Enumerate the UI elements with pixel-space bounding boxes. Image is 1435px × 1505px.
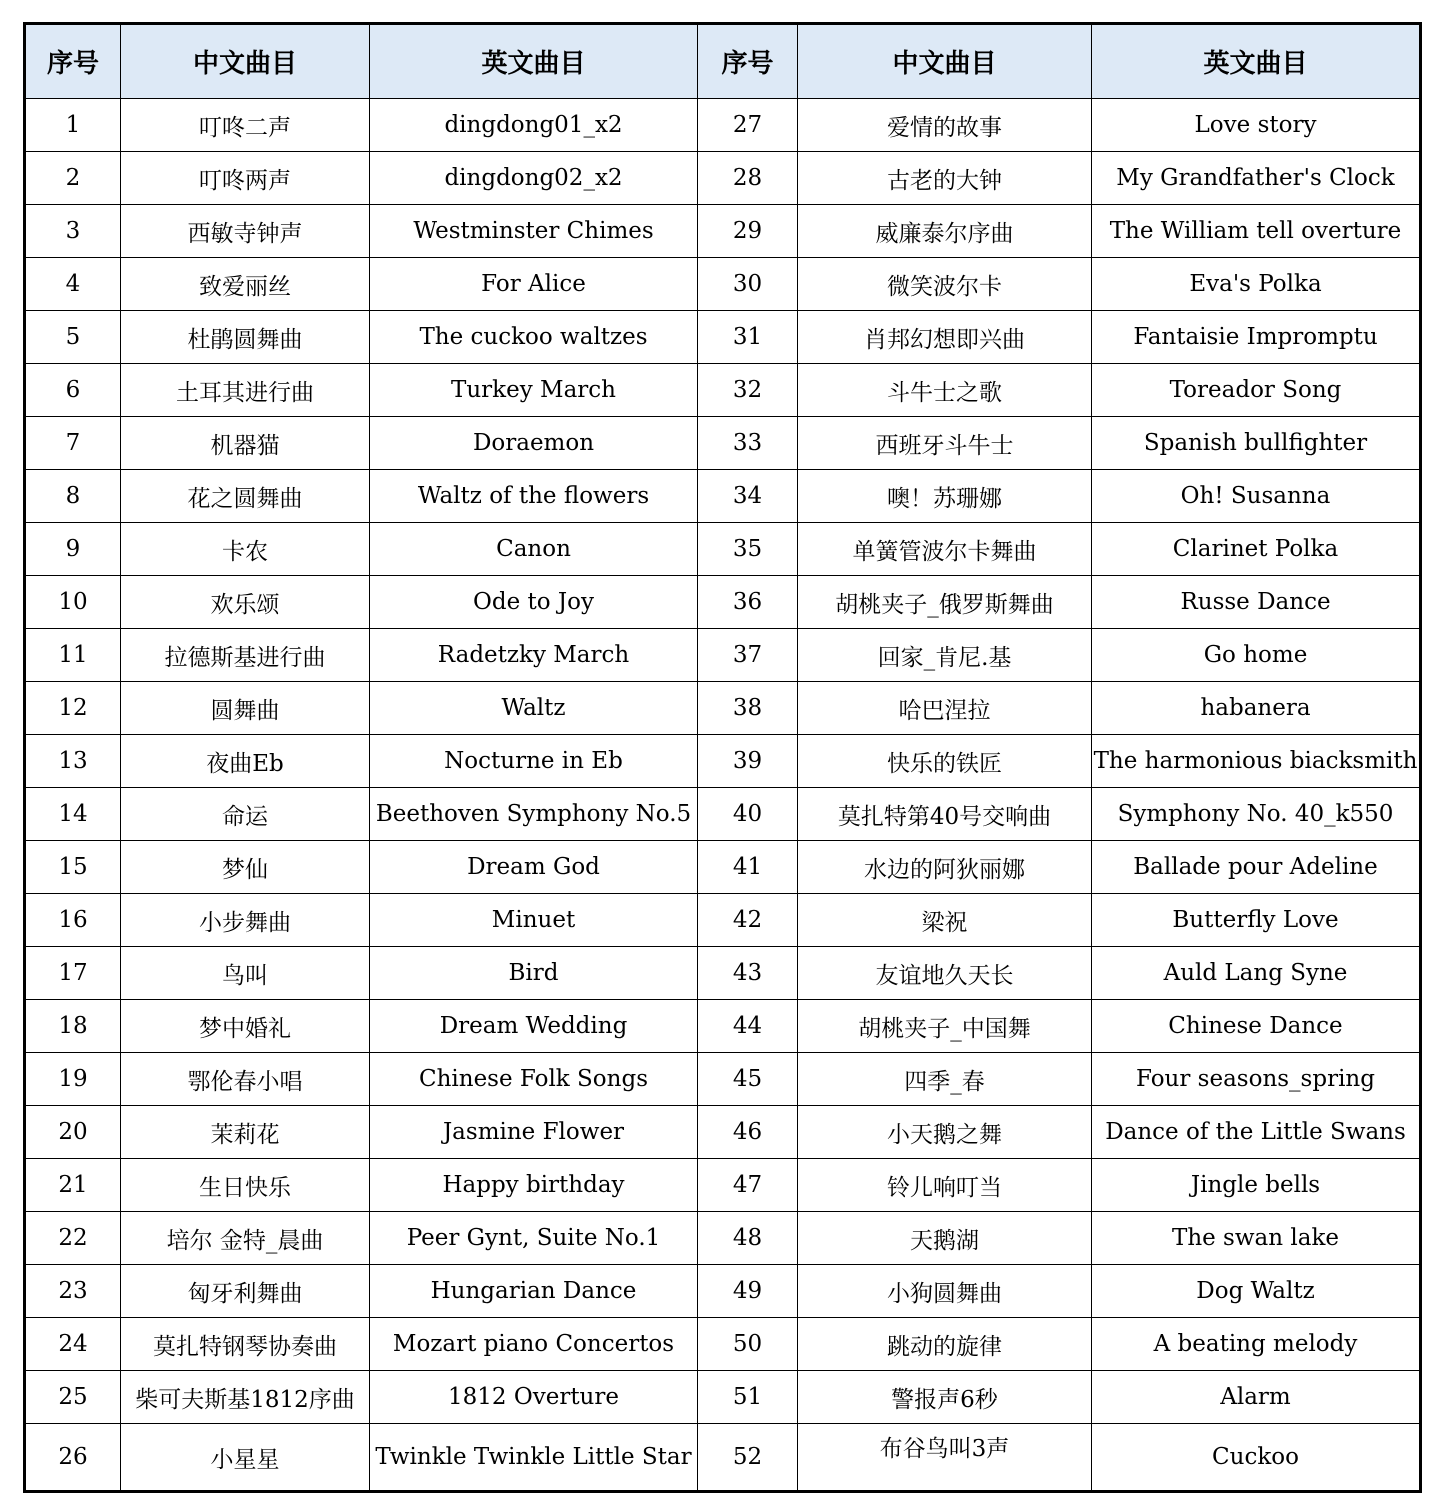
number-cell: 45: [698, 1053, 798, 1106]
number-cell: 51: [698, 1371, 798, 1424]
english-title-cell: Toreador Song: [1092, 364, 1421, 417]
english-title-cell: Clarinet Polka: [1092, 523, 1421, 576]
chinese-title-cell: 生日快乐: [121, 1159, 370, 1212]
number-cell: 5: [25, 311, 121, 364]
number-cell: 38: [698, 682, 798, 735]
chinese-title-cell: 培尔 金特_晨曲: [121, 1212, 370, 1265]
header-row: [25, 24, 1421, 99]
english-title-cell: Jingle bells: [1092, 1159, 1421, 1212]
english-title-cell: Nocturne in Eb: [370, 735, 698, 788]
number-cell: 30: [698, 258, 798, 311]
chinese-title-cell: 卡农: [121, 523, 370, 576]
number-cell: 48: [698, 1212, 798, 1265]
chinese-title-cell: 水边的阿狄丽娜: [798, 841, 1092, 894]
number-cell: 41: [698, 841, 798, 894]
english-title-cell: Beethoven Symphony No.5: [370, 788, 698, 841]
english-title-cell: Dog Waltz: [1092, 1265, 1421, 1318]
english-title-cell: Hungarian Dance: [370, 1265, 698, 1318]
chinese-title-cell: 天鹅湖: [798, 1212, 1092, 1265]
english-title-cell: Jasmine Flower: [370, 1106, 698, 1159]
english-title-cell: Ode to Joy: [370, 576, 698, 629]
english-title-cell: The cuckoo waltzes: [370, 311, 698, 364]
number-cell: 27: [698, 99, 798, 152]
table-row: [25, 1212, 1421, 1265]
chinese-title-cell: 叮咚二声: [121, 99, 370, 152]
english-title-cell: Butterfly Love: [1092, 894, 1421, 947]
number-cell: 49: [698, 1265, 798, 1318]
number-cell: 8: [25, 470, 121, 523]
english-title-cell: habanera: [1092, 682, 1421, 735]
english-title-cell: Ballade pour Adeline: [1092, 841, 1421, 894]
number-cell: 9: [25, 523, 121, 576]
header-number-right: 序号: [698, 24, 798, 99]
chinese-title-cell: 柴可夫斯基1812序曲: [121, 1371, 370, 1424]
chinese-title-cell: 莫扎特第40号交响曲: [798, 788, 1092, 841]
chinese-title-cell: 梦仙: [121, 841, 370, 894]
chinese-title-cell: 致爱丽丝: [121, 258, 370, 311]
table-row: [25, 1318, 1421, 1371]
number-cell: 28: [698, 152, 798, 205]
number-cell: 6: [25, 364, 121, 417]
chinese-title-cell: 夜曲Eb: [121, 735, 370, 788]
number-cell: 22: [25, 1212, 121, 1265]
english-title-cell: Peer Gynt, Suite No.1: [370, 1212, 698, 1265]
header-english-title-left: 英文曲目: [370, 24, 698, 99]
number-cell: 16: [25, 894, 121, 947]
header-chinese-title-right: 中文曲目: [798, 24, 1092, 99]
chinese-title-cell: 土耳其进行曲: [121, 364, 370, 417]
chinese-title-cell: 回家_肯尼.基: [798, 629, 1092, 682]
number-cell: 21: [25, 1159, 121, 1212]
number-cell: 37: [698, 629, 798, 682]
english-title-cell: Canon: [370, 523, 698, 576]
chinese-title-cell: 胡桃夹子_俄罗斯舞曲: [798, 576, 1092, 629]
number-cell: 52: [698, 1424, 798, 1492]
english-title-cell: Dream Wedding: [370, 1000, 698, 1053]
chinese-title-cell: 匈牙利舞曲: [121, 1265, 370, 1318]
header-chinese-title-left: 中文曲目: [121, 24, 370, 99]
table-row: [25, 152, 1421, 205]
english-title-cell: Fantaisie Impromptu: [1092, 311, 1421, 364]
header-number-left: 序号: [25, 24, 121, 99]
number-cell: 15: [25, 841, 121, 894]
number-cell: 12: [25, 682, 121, 735]
english-title-cell: Minuet: [370, 894, 698, 947]
chinese-title-cell: 西敏寺钟声: [121, 205, 370, 258]
chinese-title-cell: 叮咚两声: [121, 152, 370, 205]
english-title-cell: Love story: [1092, 99, 1421, 152]
table-row: [25, 205, 1421, 258]
english-title-cell: Doraemon: [370, 417, 698, 470]
number-cell: 43: [698, 947, 798, 1000]
chinese-title-cell: 梦中婚礼: [121, 1000, 370, 1053]
english-title-cell: Radetzky March: [370, 629, 698, 682]
english-title-cell: Bird: [370, 947, 698, 1000]
table-body: [25, 99, 1421, 1492]
table-row: [25, 99, 1421, 152]
table-row: [25, 1159, 1421, 1212]
number-cell: 17: [25, 947, 121, 1000]
table-row: [25, 470, 1421, 523]
number-cell: 42: [698, 894, 798, 947]
english-title-cell: Auld Lang Syne: [1092, 947, 1421, 1000]
chinese-title-cell: 梁祝: [798, 894, 1092, 947]
english-title-cell: Russe Dance: [1092, 576, 1421, 629]
table-row: [25, 364, 1421, 417]
english-title-cell: Chinese Folk Songs: [370, 1053, 698, 1106]
table-row: [25, 1265, 1421, 1318]
chinese-title-cell: 哈巴涅拉: [798, 682, 1092, 735]
number-cell: 46: [698, 1106, 798, 1159]
table-row: [25, 523, 1421, 576]
number-cell: 25: [25, 1371, 121, 1424]
number-cell: 19: [25, 1053, 121, 1106]
chinese-title-cell: 机器猫: [121, 417, 370, 470]
english-title-cell: Symphony No. 40_k550: [1092, 788, 1421, 841]
table-row: [25, 1053, 1421, 1106]
english-title-cell: Go home: [1092, 629, 1421, 682]
english-title-cell: Dream God: [370, 841, 698, 894]
table-row: [25, 576, 1421, 629]
english-title-cell: Twinkle Twinkle Little Star: [370, 1424, 698, 1492]
number-cell: 31: [698, 311, 798, 364]
table-row: [25, 894, 1421, 947]
chinese-title-cell: 斗牛士之歌: [798, 364, 1092, 417]
chinese-title-cell: 布谷鸟叫3声: [798, 1424, 1092, 1492]
chinese-title-cell: 拉德斯基进行曲: [121, 629, 370, 682]
number-cell: 39: [698, 735, 798, 788]
english-title-cell: Alarm: [1092, 1371, 1421, 1424]
chinese-title-cell: 小狗圆舞曲: [798, 1265, 1092, 1318]
number-cell: 35: [698, 523, 798, 576]
number-cell: 29: [698, 205, 798, 258]
chinese-title-cell: 茉莉花: [121, 1106, 370, 1159]
english-title-cell: Eva's Polka: [1092, 258, 1421, 311]
number-cell: 50: [698, 1318, 798, 1371]
english-title-cell: The swan lake: [1092, 1212, 1421, 1265]
chinese-title-cell: 跳动的旋律: [798, 1318, 1092, 1371]
chinese-title-cell: 友谊地久天长: [798, 947, 1092, 1000]
song-list-table: [23, 22, 1422, 1493]
english-title-cell: Waltz of the flowers: [370, 470, 698, 523]
number-cell: 1: [25, 99, 121, 152]
chinese-title-cell: 小步舞曲: [121, 894, 370, 947]
chinese-title-cell: 西班牙斗牛士: [798, 417, 1092, 470]
table-row: [25, 629, 1421, 682]
header-english-title-right: 英文曲目: [1092, 24, 1421, 99]
chinese-title-cell: 小星星: [121, 1424, 370, 1492]
number-cell: 3: [25, 205, 121, 258]
number-cell: 11: [25, 629, 121, 682]
number-cell: 7: [25, 417, 121, 470]
number-cell: 26: [25, 1424, 121, 1492]
chinese-title-cell: 噢！苏珊娜: [798, 470, 1092, 523]
english-title-cell: Cuckoo: [1092, 1424, 1421, 1492]
table-row: [25, 417, 1421, 470]
number-cell: 23: [25, 1265, 121, 1318]
english-title-cell: Chinese Dance: [1092, 1000, 1421, 1053]
english-title-cell: dingdong02_x2: [370, 152, 698, 205]
chinese-title-cell: 古老的大钟: [798, 152, 1092, 205]
english-title-cell: Four seasons_spring: [1092, 1053, 1421, 1106]
number-cell: 14: [25, 788, 121, 841]
english-title-cell: Turkey March: [370, 364, 698, 417]
table-row: [25, 682, 1421, 735]
chinese-title-cell: 杜鹃圆舞曲: [121, 311, 370, 364]
number-cell: 40: [698, 788, 798, 841]
number-cell: 24: [25, 1318, 121, 1371]
number-cell: 32: [698, 364, 798, 417]
chinese-title-cell: 铃儿响叮当: [798, 1159, 1092, 1212]
number-cell: 20: [25, 1106, 121, 1159]
english-title-cell: Westminster Chimes: [370, 205, 698, 258]
chinese-title-cell: 花之圆舞曲: [121, 470, 370, 523]
number-cell: 18: [25, 1000, 121, 1053]
number-cell: 2: [25, 152, 121, 205]
number-cell: 4: [25, 258, 121, 311]
english-title-cell: Mozart piano Concertos: [370, 1318, 698, 1371]
english-title-cell: dingdong01_x2: [370, 99, 698, 152]
table-row: [25, 258, 1421, 311]
chinese-title-cell: 胡桃夹子_中国舞: [798, 1000, 1092, 1053]
chinese-title-cell: 四季_春: [798, 1053, 1092, 1106]
chinese-title-cell: 莫扎特钢琴协奏曲: [121, 1318, 370, 1371]
number-cell: 13: [25, 735, 121, 788]
number-cell: 47: [698, 1159, 798, 1212]
number-cell: 10: [25, 576, 121, 629]
chinese-title-cell: 鸟叫: [121, 947, 370, 1000]
english-title-cell: The William tell overture: [1092, 205, 1421, 258]
chinese-title-cell: 小天鹅之舞: [798, 1106, 1092, 1159]
english-title-cell: A beating melody: [1092, 1318, 1421, 1371]
chinese-title-cell: 爱情的故事: [798, 99, 1092, 152]
chinese-title-cell: 快乐的铁匠: [798, 735, 1092, 788]
number-cell: 44: [698, 1000, 798, 1053]
english-title-cell: The harmonious biacksmith: [1092, 735, 1421, 788]
table-row: [25, 735, 1421, 788]
chinese-title-cell: 欢乐颂: [121, 576, 370, 629]
chinese-title-cell: 微笑波尔卡: [798, 258, 1092, 311]
table-row: [25, 1424, 1421, 1492]
english-title-cell: Happy birthday: [370, 1159, 698, 1212]
english-title-cell: My Grandfather's Clock: [1092, 152, 1421, 205]
table-row: [25, 788, 1421, 841]
table-row: [25, 947, 1421, 1000]
english-title-cell: 1812 Overture: [370, 1371, 698, 1424]
table-row: [25, 841, 1421, 894]
english-title-cell: Waltz: [370, 682, 698, 735]
number-cell: 34: [698, 470, 798, 523]
chinese-title-cell: 鄂伦春小唱: [121, 1053, 370, 1106]
chinese-title-cell: 肖邦幻想即兴曲: [798, 311, 1092, 364]
chinese-title-cell: 单簧管波尔卡舞曲: [798, 523, 1092, 576]
table-row: [25, 311, 1421, 364]
number-cell: 33: [698, 417, 798, 470]
chinese-title-cell: 圆舞曲: [121, 682, 370, 735]
english-title-cell: Dance of the Little Swans: [1092, 1106, 1421, 1159]
english-title-cell: Spanish bullfighter: [1092, 417, 1421, 470]
table-row: [25, 1106, 1421, 1159]
english-title-cell: For Alice: [370, 258, 698, 311]
number-cell: 36: [698, 576, 798, 629]
chinese-title-cell: 威廉泰尔序曲: [798, 205, 1092, 258]
table-row: [25, 1000, 1421, 1053]
english-title-cell: Oh! Susanna: [1092, 470, 1421, 523]
chinese-title-cell: 警报声6秒: [798, 1371, 1092, 1424]
chinese-title-cell: 命运: [121, 788, 370, 841]
table-row: [25, 1371, 1421, 1424]
